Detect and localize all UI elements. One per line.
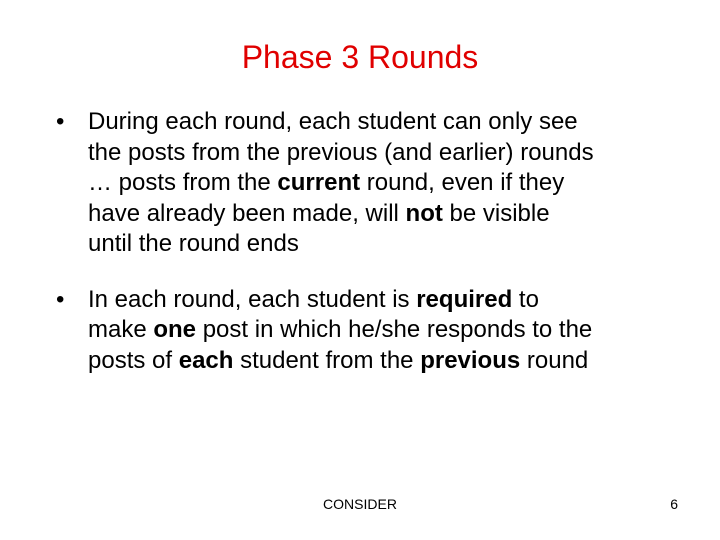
text-run: round xyxy=(520,346,589,374)
bullet-line xyxy=(88,346,696,377)
bullet-item xyxy=(56,107,696,260)
emphasis-text: required xyxy=(416,285,513,313)
text-run: post in which he/she responds to the xyxy=(196,316,593,343)
text-run: … posts from the xyxy=(88,169,278,196)
bullet-marker: • xyxy=(56,285,65,313)
text-run: to xyxy=(512,285,539,313)
bullet-line xyxy=(88,138,696,169)
text-run: round, even if they xyxy=(360,169,565,196)
text-run: During each round, each student can only see xyxy=(88,108,578,135)
emphasis-text: current xyxy=(277,169,361,196)
bullet-line xyxy=(88,285,696,316)
bullet-line xyxy=(88,229,696,260)
bullet-line xyxy=(88,168,696,199)
text-run: the posts from the previous (and earlier) rounds xyxy=(88,138,594,166)
text-run: until the round ends xyxy=(88,230,299,257)
text-run: posts of xyxy=(88,346,179,374)
text-run: have already been made, will xyxy=(88,199,406,227)
slide-title: Phase 3 Rounds xyxy=(241,39,479,75)
page-number: 6 xyxy=(670,496,678,512)
text-run: student from the xyxy=(233,346,421,374)
footer-label: CONSIDER xyxy=(323,496,397,512)
text-run: In each round, each student is xyxy=(88,285,417,313)
bullet-item xyxy=(56,285,696,377)
bullet-line xyxy=(88,315,696,346)
text-run: be visible xyxy=(442,199,550,227)
bullet-line xyxy=(88,199,696,230)
text-run: make xyxy=(88,316,154,343)
emphasis-text: previous xyxy=(420,346,521,374)
bullet-list xyxy=(56,107,696,376)
emphasis-text: not xyxy=(405,199,443,227)
emphasis-text: one xyxy=(153,316,197,343)
bullet-line xyxy=(88,107,696,138)
bullet-marker: • xyxy=(56,108,65,135)
emphasis-text: each xyxy=(178,346,234,374)
